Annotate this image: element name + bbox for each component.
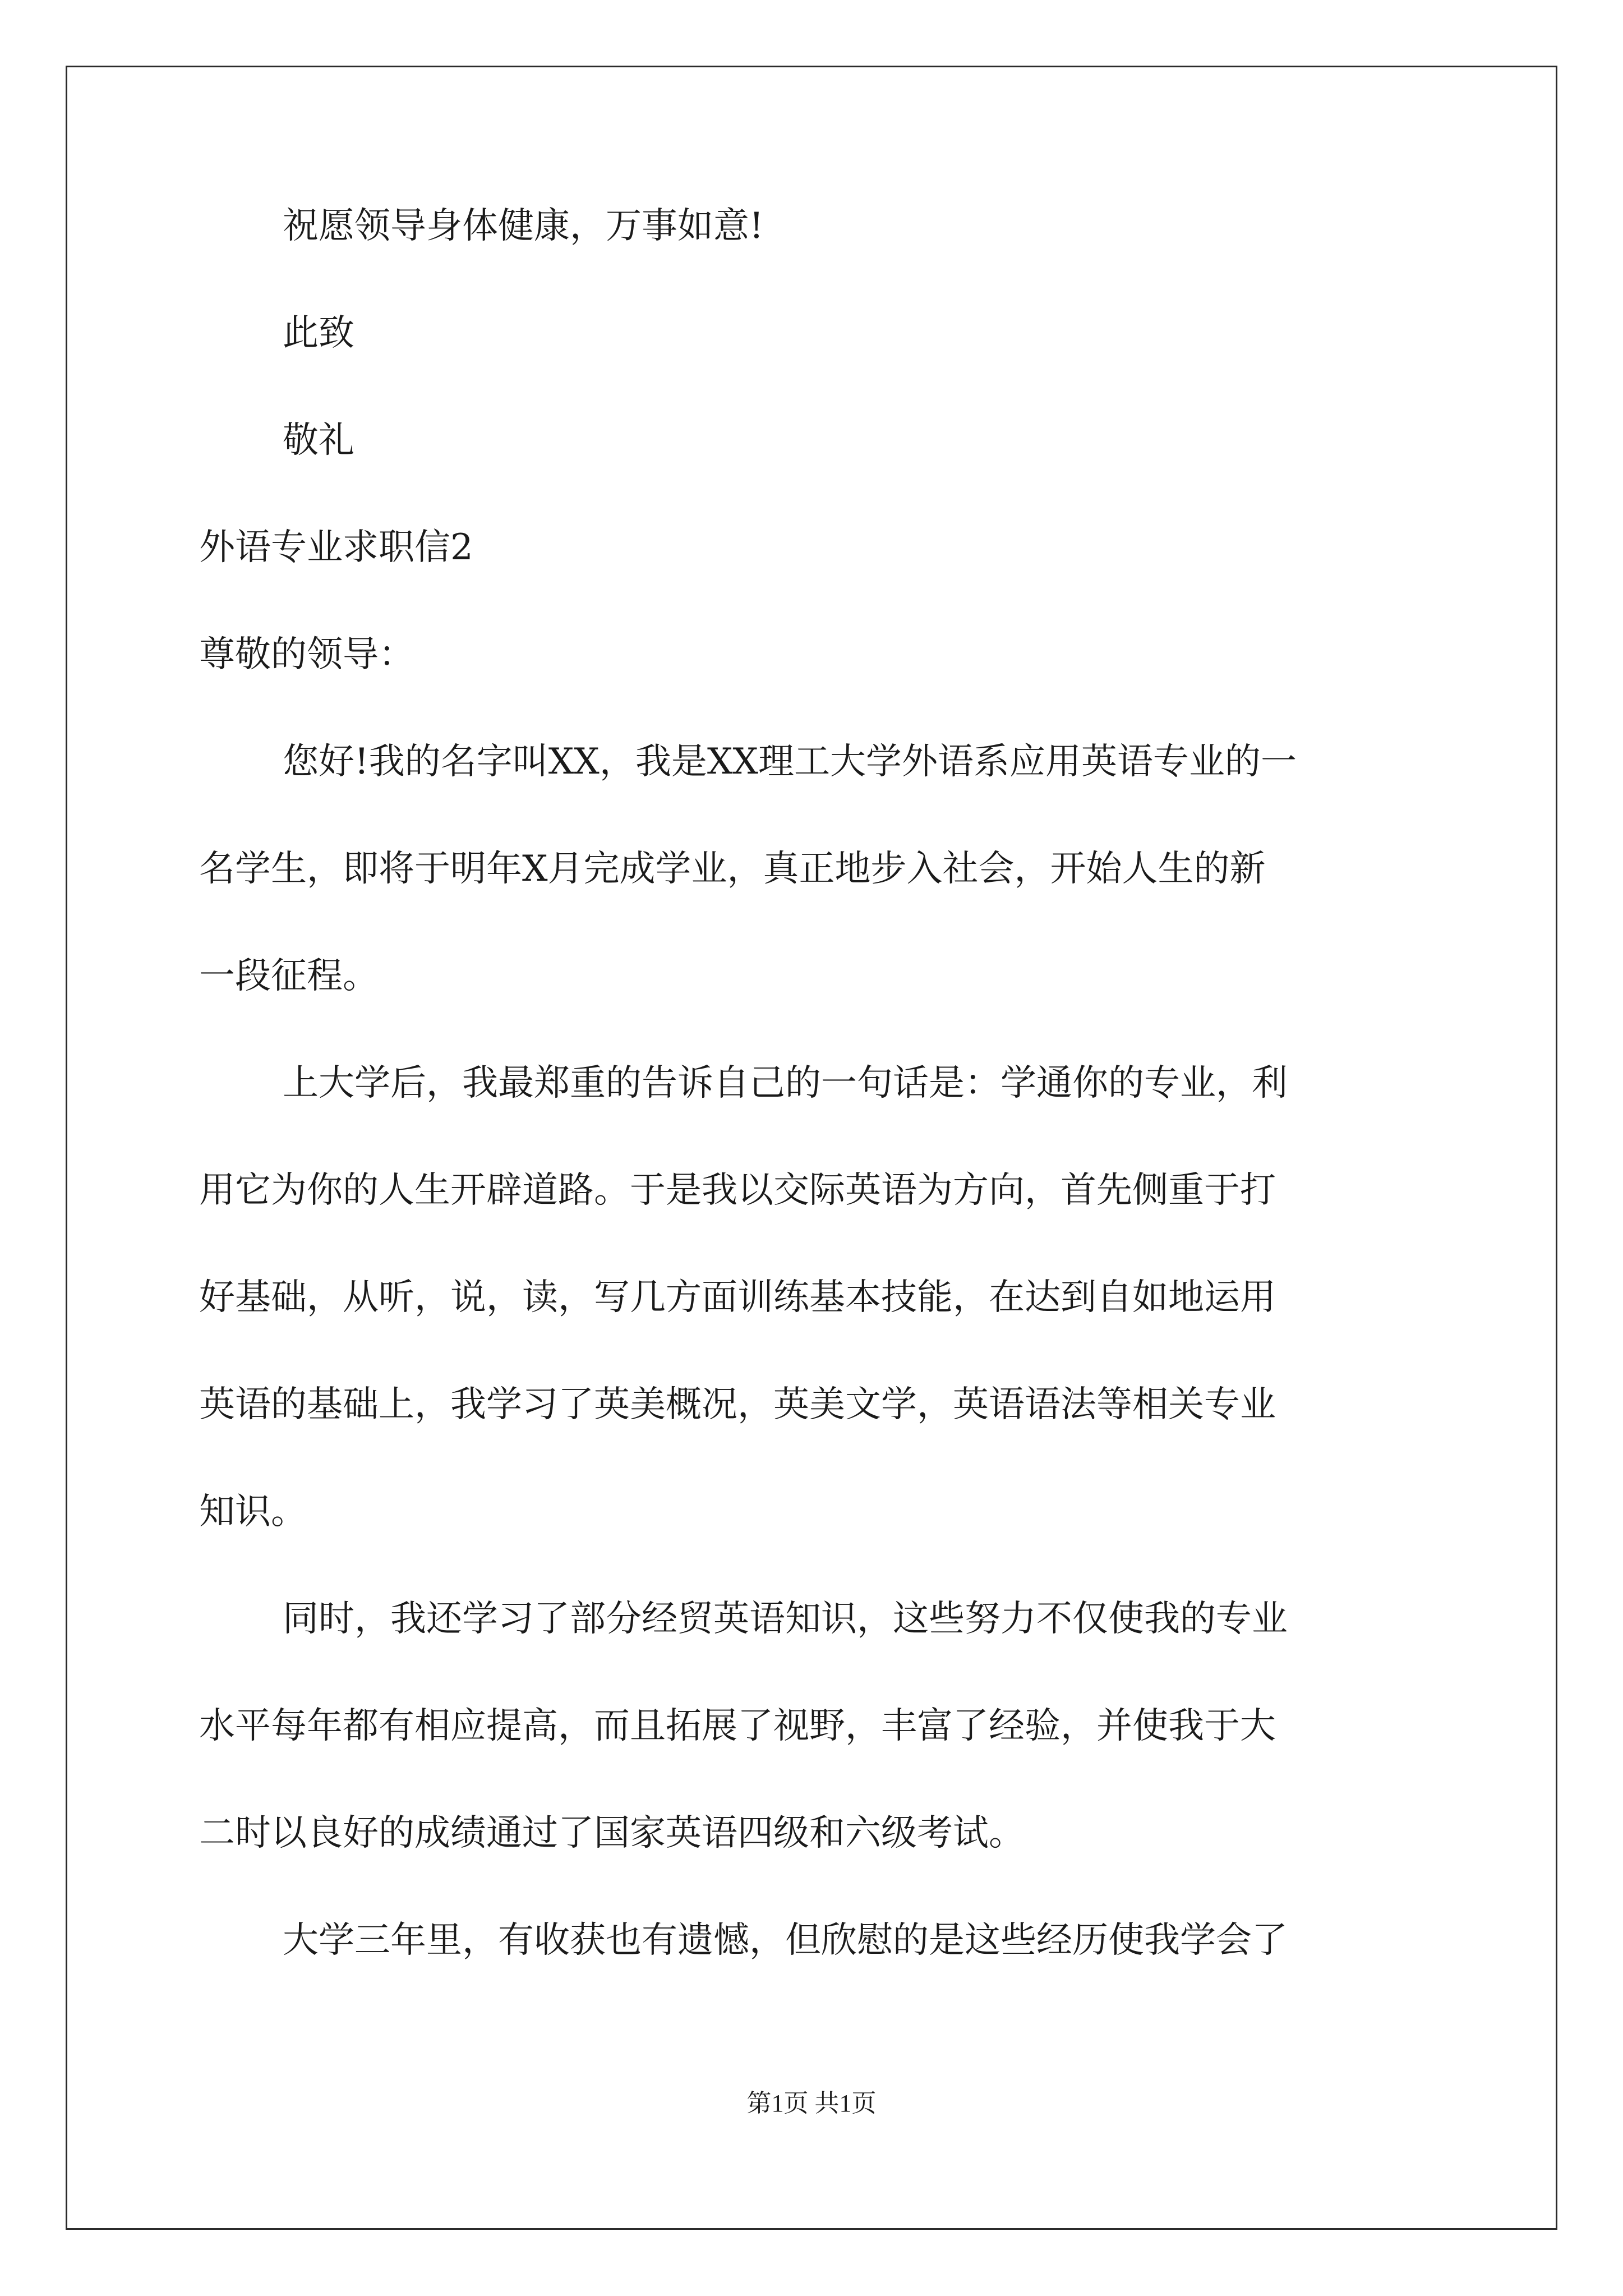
- paragraph-2: [199, 1056, 1427, 1539]
- paragraph-3: [199, 1592, 1427, 1860]
- paragraph-line: 二时以良好的成绩通过了国家英语四级和六级考试。: [199, 1812, 1025, 1854]
- paragraph-line: 您好!我的名字叫XX，我是XX理工大学外语系应用英语专业的一: [283, 741, 1297, 783]
- paragraph-1: [199, 735, 1427, 1003]
- paragraph-line: 英语的基础上，我学习了英美概况，英美文学，英语语法等相关专业: [199, 1384, 1276, 1425]
- paragraph-line: 上大学后，我最郑重的告诉自己的一句话是：学通你的专业，利: [283, 1062, 1288, 1104]
- paragraph-line: 一段征程。: [199, 955, 379, 997]
- paragraph-line: 名学生，即将于明年X月完成学业，真正地步入社会，开始人生的新: [199, 848, 1266, 890]
- letter-heading: 外语专业求职信2: [199, 527, 473, 568]
- paragraph-line: 大学三年里，有收获也有遗憾，但欣慰的是这些经历使我学会了: [283, 1920, 1288, 1961]
- document-body: [199, 199, 1427, 2021]
- paragraph-line: 水平每年都有相应提高，而且拓展了视野，丰富了经验，并使我于大: [199, 1705, 1276, 1747]
- closing-salutation-2: 敬礼: [283, 420, 354, 461]
- salutation: 尊敬的领导：: [199, 634, 414, 675]
- paragraph-line: 用它为你的人生开辟道路。于是我以交际英语为方向，首先侧重于打: [199, 1170, 1276, 1211]
- paragraph-line: 知识。: [199, 1491, 307, 1533]
- closing-wish: 祝愿领导身体健康，万事如意!: [283, 205, 764, 247]
- paragraph-line: 好基础，从听，说，读，写几方面训练基本技能，在达到自如地运用: [199, 1277, 1276, 1318]
- paragraph-line: 同时，我还学习了部分经贸英语知识，这些努力不仅使我的专业: [283, 1598, 1288, 1640]
- page-footer: 第1页 共1页: [746, 2090, 877, 2117]
- paragraph-4: [199, 1913, 1427, 1967]
- closing-salutation-1: 此致: [283, 312, 354, 354]
